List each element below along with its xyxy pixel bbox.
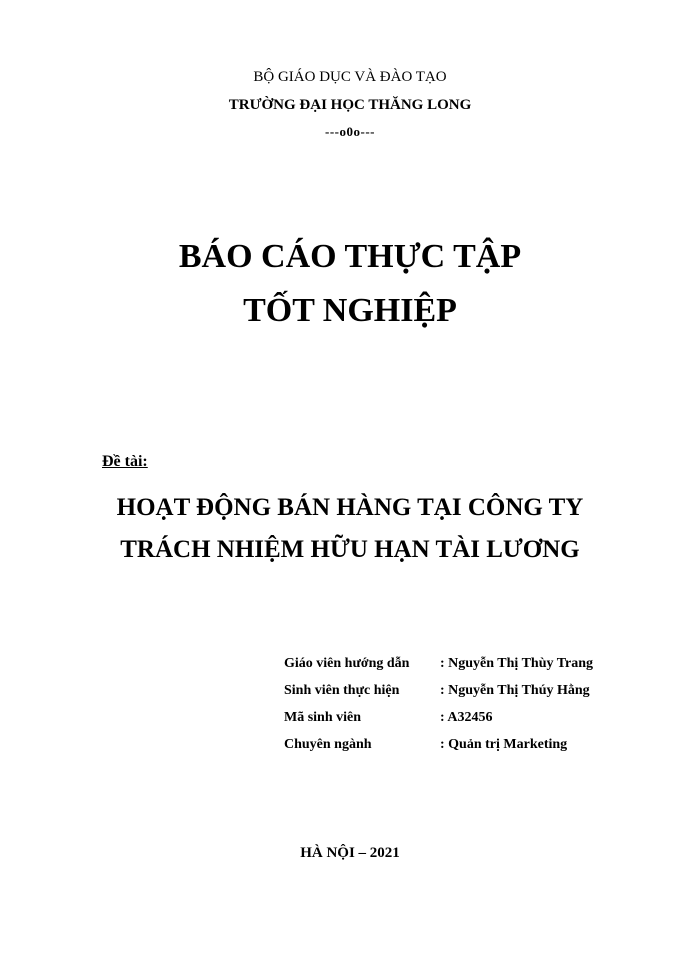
info-label: Sinh viên thực hiện <box>284 683 400 698</box>
info-value: : Quản trị Marketing <box>440 737 568 752</box>
place-and-year: HÀ NỘI – 2021 <box>300 845 400 861</box>
info-row-student <box>284 681 593 708</box>
info-value: : A32456 <box>440 710 493 725</box>
report-title-line-2: TỐT NGHIỆP <box>243 292 457 329</box>
university-name: TRƯỜNG ĐẠI HỌC THĂNG LONG <box>228 97 472 113</box>
info-label: Chuyên ngành <box>284 737 372 752</box>
ministry-name: BỘ GIÁO DỤC VÀ ĐÀO TẠO <box>253 69 447 85</box>
info-value: : Nguyễn Thị Thùy Trang <box>440 656 594 671</box>
topic-title-line-2: TRÁCH NHIỆM HỮU HẠN TÀI LƯƠNG <box>120 536 580 563</box>
topic-label: Đề tài: <box>102 453 148 470</box>
topic-title-line-1: HOẠT ĐỘNG BÁN HÀNG TẠI CÔNG TY <box>116 494 584 521</box>
info-label: Giáo viên hướng dẫn <box>284 656 410 671</box>
info-table <box>284 654 593 762</box>
report-title-line-1: BÁO CÁO THỰC TẬP <box>178 238 522 275</box>
info-label: Mã sinh viên <box>284 710 362 725</box>
info-value: : Nguyễn Thị Thúy Hằng <box>440 683 590 698</box>
info-row-supervisor <box>284 654 593 681</box>
info-row-major <box>284 735 593 762</box>
info-row-student-id <box>284 708 593 735</box>
ornament-divider: ---o0o--- <box>325 124 375 139</box>
